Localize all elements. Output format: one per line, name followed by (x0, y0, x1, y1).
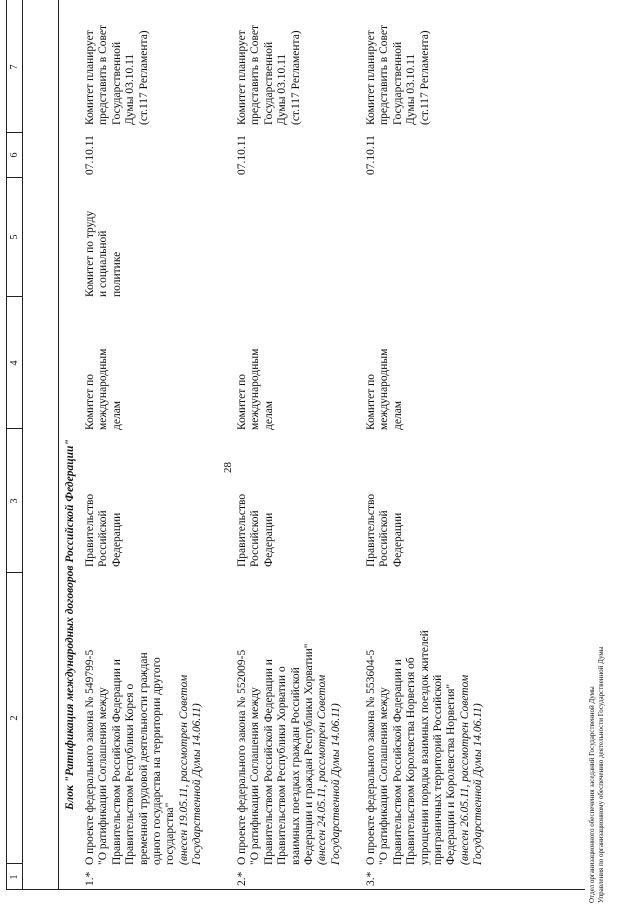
column-number: 6 (9, 152, 20, 158)
row-number: 1.* (84, 871, 96, 886)
column-number: 1 (9, 874, 20, 880)
deadline-date: 07.10.11 (236, 135, 248, 175)
column-number: 2 (9, 715, 20, 721)
page-number: 28 (222, 462, 234, 473)
row-number: 3.* (365, 871, 377, 886)
block-title: Блок "Ратификация международных договоров Российской Федерации" (64, 439, 76, 810)
bill-title: О проекте федерального закона № 549799-5 "О ратификации Соглашения между Правительством Российской Федерации и Правительством Республики Корея о временной трудовой деятельности граждан одного государства на территории другого государства" (внесен 19.05.11, рассмотрен Советом Государственной Думы 14.06.11) (84, 649, 204, 865)
initiator: Правительство Российской Федерации (365, 493, 404, 567)
initiator: Правительство Российской Федерации (84, 493, 123, 567)
column-number: 7 (9, 64, 20, 70)
initiator: Правительство Российской Федерации (236, 493, 275, 567)
status-note: Комитет планирует представить в Совет Государственной Думы 03.10.11 (ст.117 Регламента) (84, 24, 150, 125)
deadline-date: 07.10.11 (365, 135, 377, 175)
status-note: Комитет планирует представить в Совет Государственной Думы 03.10.11 (ст.117 Регламента) (365, 24, 431, 125)
column-number: 3 (9, 498, 20, 504)
responsible-committee: Комитет по международным делам (365, 348, 404, 430)
co-committee: Комитет по труду и социальной политике (84, 210, 123, 297)
responsible-committee: Комитет по международным делам (236, 348, 275, 430)
bill-title: О проекте федерального закона № 553604-5 "О ратификации Соглашения между Правительством Российской Федерации и Правительством Королевства Норвегия об упрощении порядка взаимных поездок жителей приграничных территорий Российской Федерации и Королевства Норвегия" (внесен 26.05.11, рассмотрен Советом Государственной Думы 14.06.11) (365, 630, 485, 865)
status-note: Комитет планирует представить в Совет Государственной Думы 03.10.11 (ст.117 Регламента) (236, 24, 302, 125)
column-number: 4 (9, 360, 20, 366)
deadline-date: 07.10.11 (84, 135, 96, 175)
column-number: 5 (9, 234, 20, 240)
responsible-committee: Комитет по международным делам (84, 348, 123, 430)
row-number: 2.* (236, 871, 248, 886)
bill-title: О проекте федерального закона № 552009-5 "О ратификации Соглашения между Правительством Российской Федерации и Правительством Республики Хорватии о взаимных поездках граждан Российской Федерации и граждан Республики Хорватии" (внесен 24.05.11, рассмотрен Советом Государственной Думы 14.06.11) (236, 643, 342, 865)
footer-department: Отдел организационного обеспечения заседаний Государственной Думы Управления по организационному обеспечению деятельности Государственной Думы (588, 646, 605, 903)
